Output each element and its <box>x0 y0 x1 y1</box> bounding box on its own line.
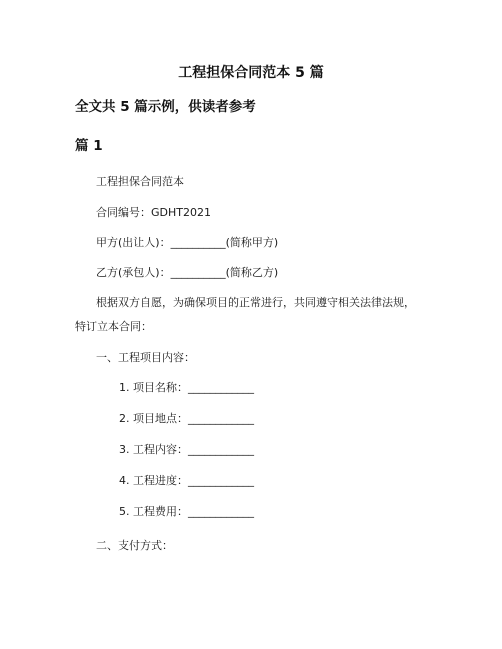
section-heading: 篇 1 <box>75 138 103 154</box>
clause-1-heading: 一、工程项目内容： <box>96 351 195 364</box>
clause-1-item: 1. 项目名称：____________ <box>119 381 254 394</box>
clause-1-item: 2. 项目地点：____________ <box>119 412 254 425</box>
preamble-line-1: 根据双方自愿，为确保项目的正常进行，共同遵守相关法律法规， <box>96 296 415 309</box>
preamble-line-2: 特订立本合同： <box>75 320 152 333</box>
contract-name: 工程担保合同范本 <box>96 175 184 188</box>
party-b-line: 乙方(承包人)：__________(简称乙方) <box>96 266 279 279</box>
document-title: 工程担保合同范本 5 篇 <box>178 65 324 81</box>
document-subtitle: 全文共 5 篇示例，供读者参考 <box>75 99 256 115</box>
contract-number: 合同编号：GDHT2021 <box>96 206 211 219</box>
clause-2-heading: 二、支付方式： <box>96 539 173 552</box>
party-a-line: 甲方(出让人)：__________(简称甲方) <box>96 236 279 249</box>
clause-1-item: 4. 工程进度：____________ <box>119 474 254 487</box>
clause-1-item: 5. 工程费用：____________ <box>119 505 254 518</box>
clause-1-item: 3. 工程内容：____________ <box>119 443 254 456</box>
